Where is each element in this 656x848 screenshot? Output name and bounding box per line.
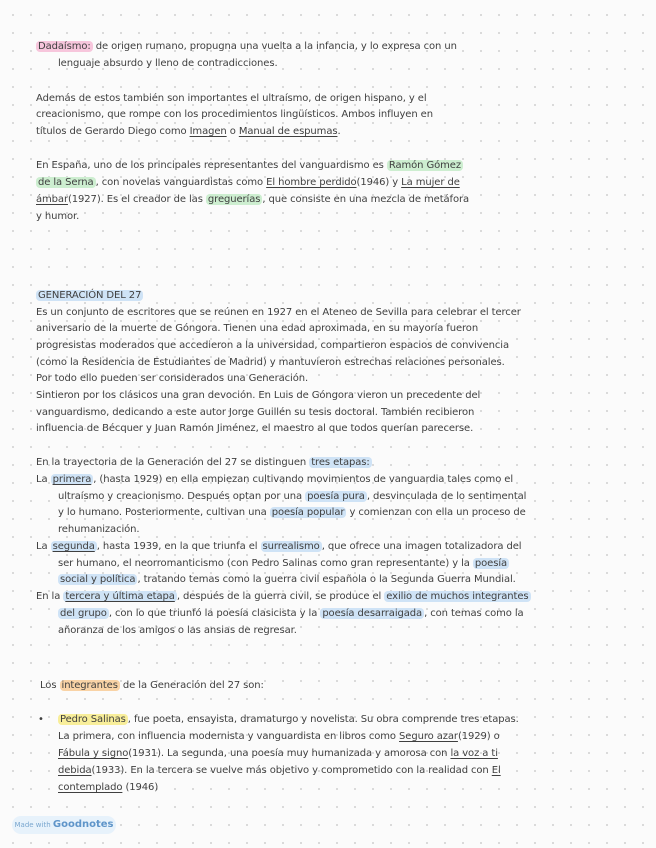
- highlight-tres-etapas: tres etapas:: [311, 457, 370, 468]
- term-dadaismo: Dadaísmo:: [38, 41, 91, 52]
- title-la-mujer-de: La mujer de: [401, 177, 460, 188]
- title-imagen: Imagen: [189, 126, 227, 137]
- salinas-line-3: Fábula y signo(1931). La segunda, una poesía muy humanizada y amorosa con la voz a ti: [58, 748, 498, 759]
- gen-line-7: vanguardismo, dedicando a este autor Jorge Guillén su tesis doctoral. También recibieron: [36, 407, 475, 418]
- highlight-del-grupo: del grupo: [60, 608, 107, 619]
- title-seguro-azar: Seguro azar: [399, 731, 458, 742]
- highlight-tercera: tercera y última etapa: [65, 591, 175, 602]
- title-el: El: [491, 765, 501, 776]
- highlight-exilio: exilio de muchos integrantes: [386, 591, 529, 602]
- badge-brand: Goodnotes: [52, 819, 114, 830]
- etapa-1-line-1: La primera , (hasta 1929) en ella empiezan cultivando movimientos de vanguardia tales como el: [36, 474, 514, 485]
- etapa-2-line-1: La segunda , hasta 1939, en la que triunfa el surrealismo , que ofrece una imagen totalizadora del: [36, 541, 522, 552]
- dadaismo-line-2: lenguaje absurdo y lleno de contradicciones.: [58, 58, 278, 69]
- title-debida: debida: [58, 765, 92, 776]
- highlight-poesia-popular: poesía popular: [271, 507, 345, 518]
- title-el-hombre-perdido: El hombre perdido: [266, 177, 357, 188]
- tray-intro: En la trayectoria de la Generación del 27 se distinguen tres etapas:: [36, 457, 370, 468]
- highlight-segunda: segunda: [52, 541, 95, 552]
- gen-line-3: progresistas moderados que accedieron a la universidad, compartieron espacios de convivencia: [36, 340, 510, 351]
- salinas-line-1: Pedro Salinas , fue poeta, ensayista, dramaturgo y novelista. Su obra comprende tres etapas.: [60, 714, 519, 725]
- highlight-poesia-desarraigada: poesía desarraigada: [322, 608, 423, 619]
- etapa-3-line-3: añoranza de los amigos o las ansias de regresar.: [58, 625, 297, 636]
- gen-line-6: Sintieron por los clásicos una gran devoción. En Luis de Góngora vieron un precedente del: [36, 390, 481, 401]
- highlight-greguerias: greguerías: [207, 194, 261, 205]
- gomez-line-2: de la Serna , con novelas vanguardistas como El hombre perdido(1946) y La mujer de: [38, 177, 460, 188]
- title-fabula-y-signo: Fábula y signo: [58, 748, 129, 759]
- etapa-1-line-2: ultraísmo y creacionismo. Después optan por una poesía pura , desvinculada de lo sentimental: [58, 491, 527, 502]
- gomez-line-1: En España, uno de los principales representantes del vanguardismo es Ramón Gómez: [36, 160, 461, 171]
- gen-line-8: influencia de Bécquer y Juan Ramón Jiménez, el maestro al que todos querían parecerse.: [36, 423, 474, 434]
- etapa-2-line-3: social y política , tratando temas como la guerra civil española o la Segunda Guerra Mundial.: [60, 574, 516, 585]
- etapa-1-line-4: rehumanización.: [58, 524, 140, 535]
- gen-line-1: Es un conjunto de escritores que se reúnen en 1927 en el Ateneo de Sevilla para celebrar el tercer: [36, 307, 521, 318]
- highlight-surrealismo: surrealismo: [262, 541, 320, 552]
- ultraismo-line-1: Además de estos también son importantes el ultraísmo, de origen hispano, y el: [36, 93, 427, 104]
- title-manual-de-espumas: Manual de espumas: [238, 126, 338, 137]
- salinas-line-5: contemplado (1946): [58, 782, 159, 793]
- etapa-3-line-1: En la tercera y última etapa , después de la guerra civil, se produce el exilio de muchos integrantes: [36, 591, 529, 602]
- ultraismo-line-2: creacionismo, que rompe con los procedimientos lingüísticos. Ambos influyen en: [36, 109, 433, 120]
- dadaismo-line-1: Dadaísmo: de origen rumano, propugna una vuelta a la infancia, y lo expresa con un: [38, 41, 457, 52]
- salinas-line-2: La primera, con influencia modernista y vanguardista en libros como Seguro azar(1929) o: [58, 731, 500, 742]
- salinas-line-4: debida(1933). En la tercera se vuelve más objetivo y comprometido con la realidad con El: [58, 765, 501, 776]
- title-la-voz-a-ti: la voz a ti: [450, 748, 498, 759]
- gomez-line-3: ámbar(1927). Es el creador de las greguerías , que consiste en una mezcla de metáfora: [36, 194, 470, 205]
- highlight-poesia-pura: poesía pura: [307, 491, 365, 502]
- goodnotes-badge[interactable]: [12, 816, 116, 834]
- highlight-poesia: poesía: [474, 558, 508, 569]
- gen-line-5: Por todo ello pueden ser considerados una Generación.: [36, 373, 309, 384]
- integrantes-intro: Los integrantes de la Generación del 27 son:: [40, 680, 264, 691]
- highlight-ramon-gomez: Ramón Gómez: [388, 160, 461, 171]
- title-ambar: ámbar: [36, 194, 68, 205]
- etapa-2-line-2: ser humano, el neorromanticismo (con Pedro Salinas como gran representante) y la poesía: [58, 558, 508, 569]
- title-contemplado: contemplado: [58, 782, 123, 793]
- gen-line-2: aniversario de la muerte de Góngora. Tienen una edad aproximada, en su mayoría fueron: [36, 323, 479, 334]
- ultraismo-line-3: títulos de Gerardo Diego como Imagen o Manual de espumas.: [36, 126, 341, 137]
- gen-line-4: (como la Residencia de Estudiantes de Madrid) y mantuvieron estrechas relaciones personales.: [36, 357, 505, 368]
- highlight-social-y-politica: social y política: [60, 574, 136, 585]
- highlight-pedro-salinas: Pedro Salinas: [60, 714, 126, 725]
- highlight-integrantes: integrantes: [61, 680, 118, 691]
- highlight-de-la-serna: de la Serna: [38, 177, 94, 188]
- etapa-3-line-2: del grupo , con lo que triunfó la poesía clasicista y la poesía desarraigada , con temas como la: [60, 608, 524, 619]
- gomez-line-4: y humor.: [36, 211, 80, 222]
- highlight-primera: primera: [52, 474, 92, 485]
- heading-generacion-del-27: GENERACIÓN DEL 27: [38, 290, 142, 301]
- section-heading: [36, 289, 143, 302]
- badge-prefix: Made with: [14, 821, 53, 829]
- etapa-1-line-3: y lo humano. Posteriormente, cultivan una poesía popular y comienzan con ella un proceso de: [58, 507, 526, 518]
- list-bullet: •: [38, 714, 44, 725]
